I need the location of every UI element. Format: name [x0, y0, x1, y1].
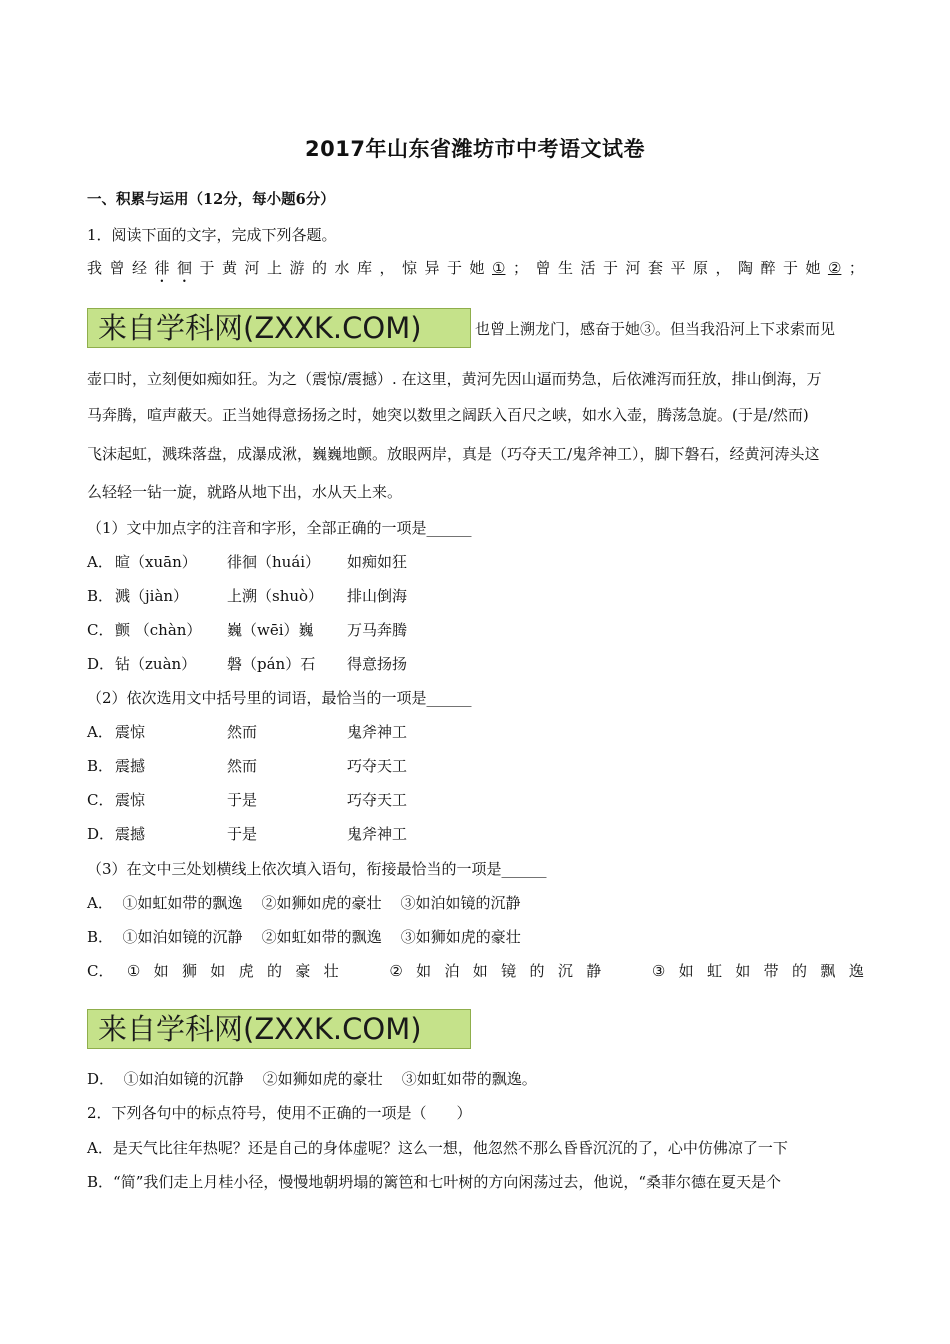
q1-1-option-cell: 颤 （chàn）: [115, 621, 202, 639]
passage-line-5: 飞沫起虹，溅珠落盘，成瀑成湫，巍巍地颤。放眼两岸，真是（巧夺天工/鬼斧神工），脚下磐石，经黄河涛头这: [87, 445, 820, 463]
q1-1-option-cell: 排山倒海: [347, 587, 408, 605]
passage-line-2: 也曾上溯龙门，感奋于她③。但当我沿河上下求索而见: [475, 320, 836, 338]
question-2-option-b: B．“简”我们走上月桂小径，慢慢地朝坍塌的篱笆和七叶树的方向闲荡过去，他说，“桑菲尔德在夏天是个: [87, 1173, 782, 1191]
option-c-char: 狮: [181, 962, 197, 980]
q1-1-option-cell: D．: [87, 655, 115, 673]
passage-char: 活: [580, 259, 596, 277]
passage-char: 河: [625, 259, 641, 277]
passage-char: 黄: [222, 259, 238, 277]
passage-char: 套: [647, 259, 663, 277]
option-c-char: 如: [678, 962, 694, 980]
question-1-3-option-a: A． ①如虹如带的飘逸 ②如狮如虎的豪壮 ③如泊如镜的沉静: [87, 894, 521, 912]
q1-2-option-cell: 于是: [227, 791, 258, 809]
option-c-char: 带: [763, 962, 779, 980]
passage-char: ①: [492, 259, 506, 277]
option-c-char: [615, 960, 639, 982]
watermark-logo: 来自学科网(ZXXK.COM): [87, 308, 471, 348]
option-c-char: 如: [210, 962, 226, 980]
option-c-char: 虎: [238, 962, 254, 980]
question-2-option-a: A．是天气比往年热呢？还是自己的身体虚呢？这么一想，他忽然不那么昏昏沉沉的了，心中仿佛凉了一下: [87, 1139, 788, 1157]
option-c-char: C．: [87, 962, 114, 980]
q1-2-option-cell: 巧夺天工: [347, 757, 408, 775]
passage-char: 惊: [402, 259, 418, 277]
option-c-char: 如: [416, 962, 432, 980]
passage-char: 平: [670, 259, 686, 277]
passage-char: ；: [512, 259, 528, 277]
question-1-3: （3）在文中三处划横线上依次填入语句，衔接最恰当的一项是______: [87, 860, 547, 878]
q1-1-option-cell: 钻（zuàn）: [115, 655, 197, 673]
section-heading: 一、积累与运用（12分，每小题6分）: [87, 191, 335, 208]
passage-char: 徊: [177, 259, 193, 277]
passage-char: 曾: [535, 259, 551, 277]
passage-char: 于: [447, 259, 463, 277]
passage-line-4: 马奔腾，喧声蔽天。正当她得意扬扬之时，她突以数里之阔跃入百尺之峡，如水入壶，腾荡急旋。(于是/然而): [87, 406, 809, 424]
q1-1-option-cell: 溅（jiàn）: [115, 587, 189, 605]
q1-2-option-cell: 震撼: [115, 757, 146, 775]
passage-char: 原: [692, 259, 708, 277]
question-1-3-option-b: B． ①如泊如镜的沉静 ②如虹如带的飘逸 ③如狮如虎的豪壮: [87, 928, 521, 946]
option-c-char: ③: [651, 962, 666, 980]
q1-2-option-cell: 然而: [227, 757, 258, 775]
option-c-char: 如: [735, 962, 751, 980]
passage-char: 她: [469, 259, 485, 277]
q1-1-option-cell: 得意扬扬: [347, 655, 408, 673]
passage-char: 她: [805, 259, 821, 277]
passage-char: 上: [267, 259, 283, 277]
passage-char: ，: [715, 259, 731, 277]
option-c-char: 的: [529, 962, 545, 980]
passage-line-3: 壶口时，立刻便如痴如狂。为之（震惊/震撼）. 在这里，黄河先因山逼而势急，后依滩泻而狂放，排山倒海，万: [87, 370, 822, 388]
q1-1-option-cell: 上溯（shuò）: [227, 587, 324, 605]
passage-char: 经: [132, 259, 148, 277]
question-2: 2．下列各句中的标点符号，使用不正确的一项是（ ）: [87, 1104, 472, 1122]
q1-2-option-cell: 于是: [227, 825, 258, 843]
passage-char: ，: [379, 259, 395, 277]
question-1-intro: 1．阅读下面的文字，完成下列各题。: [87, 226, 337, 244]
q1-1-option-cell: A．: [87, 553, 113, 571]
option-c-char: 逸: [848, 962, 864, 980]
option-c-char: 飘: [820, 962, 836, 980]
option-c-char: 壮: [323, 962, 339, 980]
passage-char: 曾: [109, 259, 125, 277]
passage-char: 陶: [737, 259, 753, 277]
passage-char: 河: [244, 259, 260, 277]
option-c-char: 的: [792, 962, 808, 980]
passage-char: 异: [424, 259, 440, 277]
q1-2-option-cell: 震惊: [115, 791, 146, 809]
passage-char: 游: [289, 259, 305, 277]
q1-2-option-cell: 然而: [227, 723, 258, 741]
question-1-1: （1）文中加点字的注音和字形，全部正确的一项是______: [87, 519, 472, 537]
q1-2-option-cell: 震撼: [115, 825, 146, 843]
question-1-3-option-c: [87, 960, 864, 982]
q1-2-option-cell: 鬼斧神工: [347, 723, 408, 741]
q1-2-option-cell: C．: [87, 791, 114, 809]
q1-2-option-cell: A．: [87, 723, 113, 741]
option-c-char: ①: [126, 962, 141, 980]
question-1-3-option-d: D． ①如泊如镜的沉静 ②如狮如虎的豪壮 ③如虹如带的飘逸。: [87, 1070, 537, 1088]
q1-1-option-cell: B．: [87, 587, 114, 605]
q1-1-option-cell: 暄（xuān）: [115, 553, 197, 571]
page-title: 2017年山东省潍坊市中考语文试卷: [305, 137, 645, 161]
passage-line-1: [87, 257, 864, 286]
option-c-char: 如: [153, 962, 169, 980]
passage-line-6: 么轻轻一钻一旋，就路从地下出，水从天上来。: [87, 483, 403, 501]
passage-char: 库: [357, 259, 373, 277]
q1-2-option-cell: D．: [87, 825, 115, 843]
option-c-char: [352, 960, 376, 982]
option-c-char: 豪: [295, 962, 311, 980]
q1-1-option-cell: 万马奔腾: [347, 621, 408, 639]
passage-char: ②: [827, 259, 842, 277]
q1-2-option-cell: B．: [87, 757, 114, 775]
option-c-char: ②: [389, 962, 403, 980]
passage-char: 于: [602, 259, 618, 277]
passage-char: 于: [782, 259, 798, 277]
q1-2-option-cell: 鬼斧神工: [347, 825, 408, 843]
passage-char: 我: [87, 259, 103, 277]
q1-2-option-cell: 震惊: [115, 723, 146, 741]
option-c-char: 镜: [501, 962, 517, 980]
passage-char: 徘: [154, 259, 170, 277]
passage-char: 生: [557, 259, 573, 277]
q1-1-option-cell: 巍（wēi）巍: [227, 621, 314, 639]
passage-char: ；: [848, 259, 864, 277]
q1-1-option-cell: 磐（pán）石: [227, 655, 316, 673]
option-c-char: 静: [586, 962, 602, 980]
question-1-2: （2）依次选用文中括号里的词语，最恰当的一项是______: [87, 689, 472, 707]
option-c-char: 如: [472, 962, 488, 980]
option-c-char: 的: [266, 962, 282, 980]
passage-char: 水: [334, 259, 350, 277]
q1-1-option-cell: 徘徊（huái）: [227, 553, 321, 571]
q1-2-option-cell: 巧夺天工: [347, 791, 408, 809]
passage-char: 的: [312, 259, 328, 277]
option-c-char: 虹: [706, 962, 722, 980]
q1-1-option-cell: 如痴如狂: [347, 553, 408, 571]
passage-char: 于: [199, 259, 215, 277]
watermark-logo-2: 来自学科网(ZXXK.COM): [87, 1009, 471, 1049]
passage-char: 醉: [760, 259, 776, 277]
option-c-char: 沉: [557, 962, 573, 980]
q1-1-option-cell: C．: [87, 621, 114, 639]
option-c-char: 泊: [444, 962, 460, 980]
